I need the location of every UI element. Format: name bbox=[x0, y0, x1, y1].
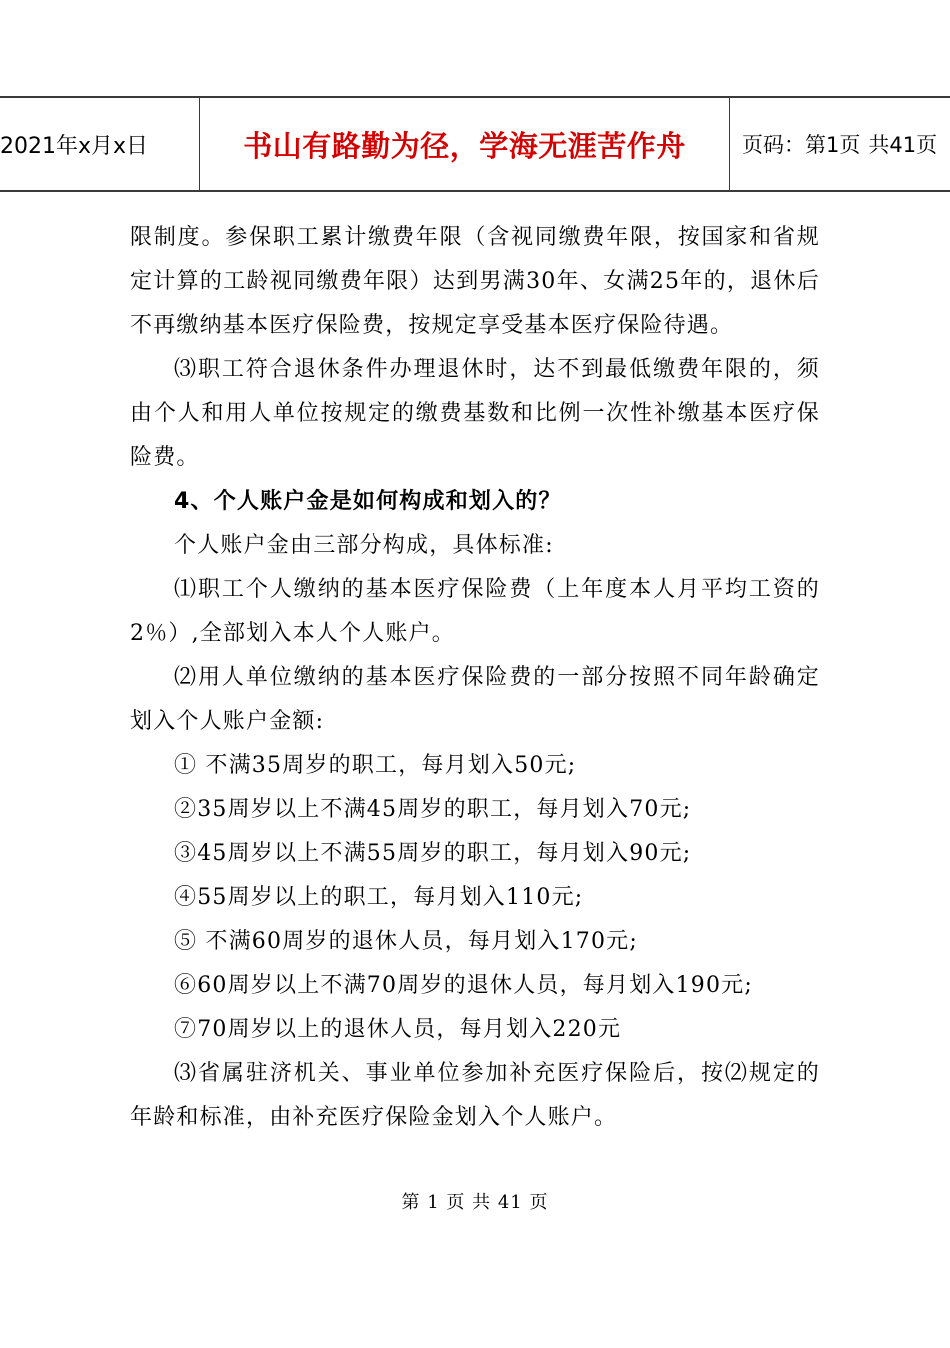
header-page-label: 页码：第1页 bbox=[742, 133, 861, 157]
paragraph-account-intro: 个人账户金由三部分构成，具体标准: bbox=[174, 533, 554, 558]
header-total-label: 共41页 bbox=[868, 133, 938, 157]
list-item: ① 不满35周岁的职工，每月划入50元; bbox=[174, 753, 577, 778]
list-item: ④55周岁以上的职工，每月划入110元; bbox=[174, 885, 584, 910]
list-item: ⑤ 不满60周岁的退休人员，每月划入170元; bbox=[174, 929, 638, 954]
header-page-number bbox=[730, 98, 950, 190]
header-date: 2021年x月x日 bbox=[0, 98, 200, 190]
document-body bbox=[130, 216, 820, 1140]
paragraph-insufficient-years: ⑶职工符合退休条件办理退休时，达不到最低缴费年限的，须由个人和用人单位按规定的缴费基数和比例一次性补缴基本医疗保险费。 bbox=[130, 357, 820, 470]
section-heading-4: 4、个人账户金是如何构成和划入的？ bbox=[174, 489, 562, 514]
page-header bbox=[0, 96, 950, 192]
list-item: ⑦70周岁以上的退休人员，每月划入220元 bbox=[174, 1017, 622, 1042]
list-item: ③45周岁以上不满55周岁的职工，每月划入90元; bbox=[174, 841, 692, 866]
list-item: ⑥60周岁以上不满70周岁的退休人员，每月划入190元; bbox=[174, 973, 753, 998]
page-footer: 第 1 页 共 41 页 bbox=[401, 1192, 549, 1213]
paragraph-employee-contribution: ⑴职工个人缴纳的基本医疗保险费（上年度本人月平均工资的2％）,全部划入本人个人账户。 bbox=[130, 577, 820, 646]
header-motto: 书山有路勤为径，学海无涯苦作舟 bbox=[200, 98, 730, 190]
list-item: ②35周岁以上不满45周岁的职工，每月划入70元; bbox=[174, 797, 692, 822]
paragraph-employer-contribution: ⑵用人单位缴纳的基本医疗保险费的一部分按照不同年龄确定划入个人账户金额: bbox=[130, 665, 820, 734]
paragraph-retirement-years: 限制度。参保职工累计缴费年限（含视同缴费年限，按国家和省规定计算的工龄视同缴费年限）达到男满30年、女满25年的，退休后不再缴纳基本医疗保险费，按规定享受基本医疗保险待遇。 bbox=[130, 225, 820, 338]
paragraph-supplementary-insurance: ⑶省属驻济机关、事业单位参加补充医疗保险后，按⑵规定的年龄和标准，由补充医疗保险金划入个人账户。 bbox=[130, 1061, 820, 1130]
